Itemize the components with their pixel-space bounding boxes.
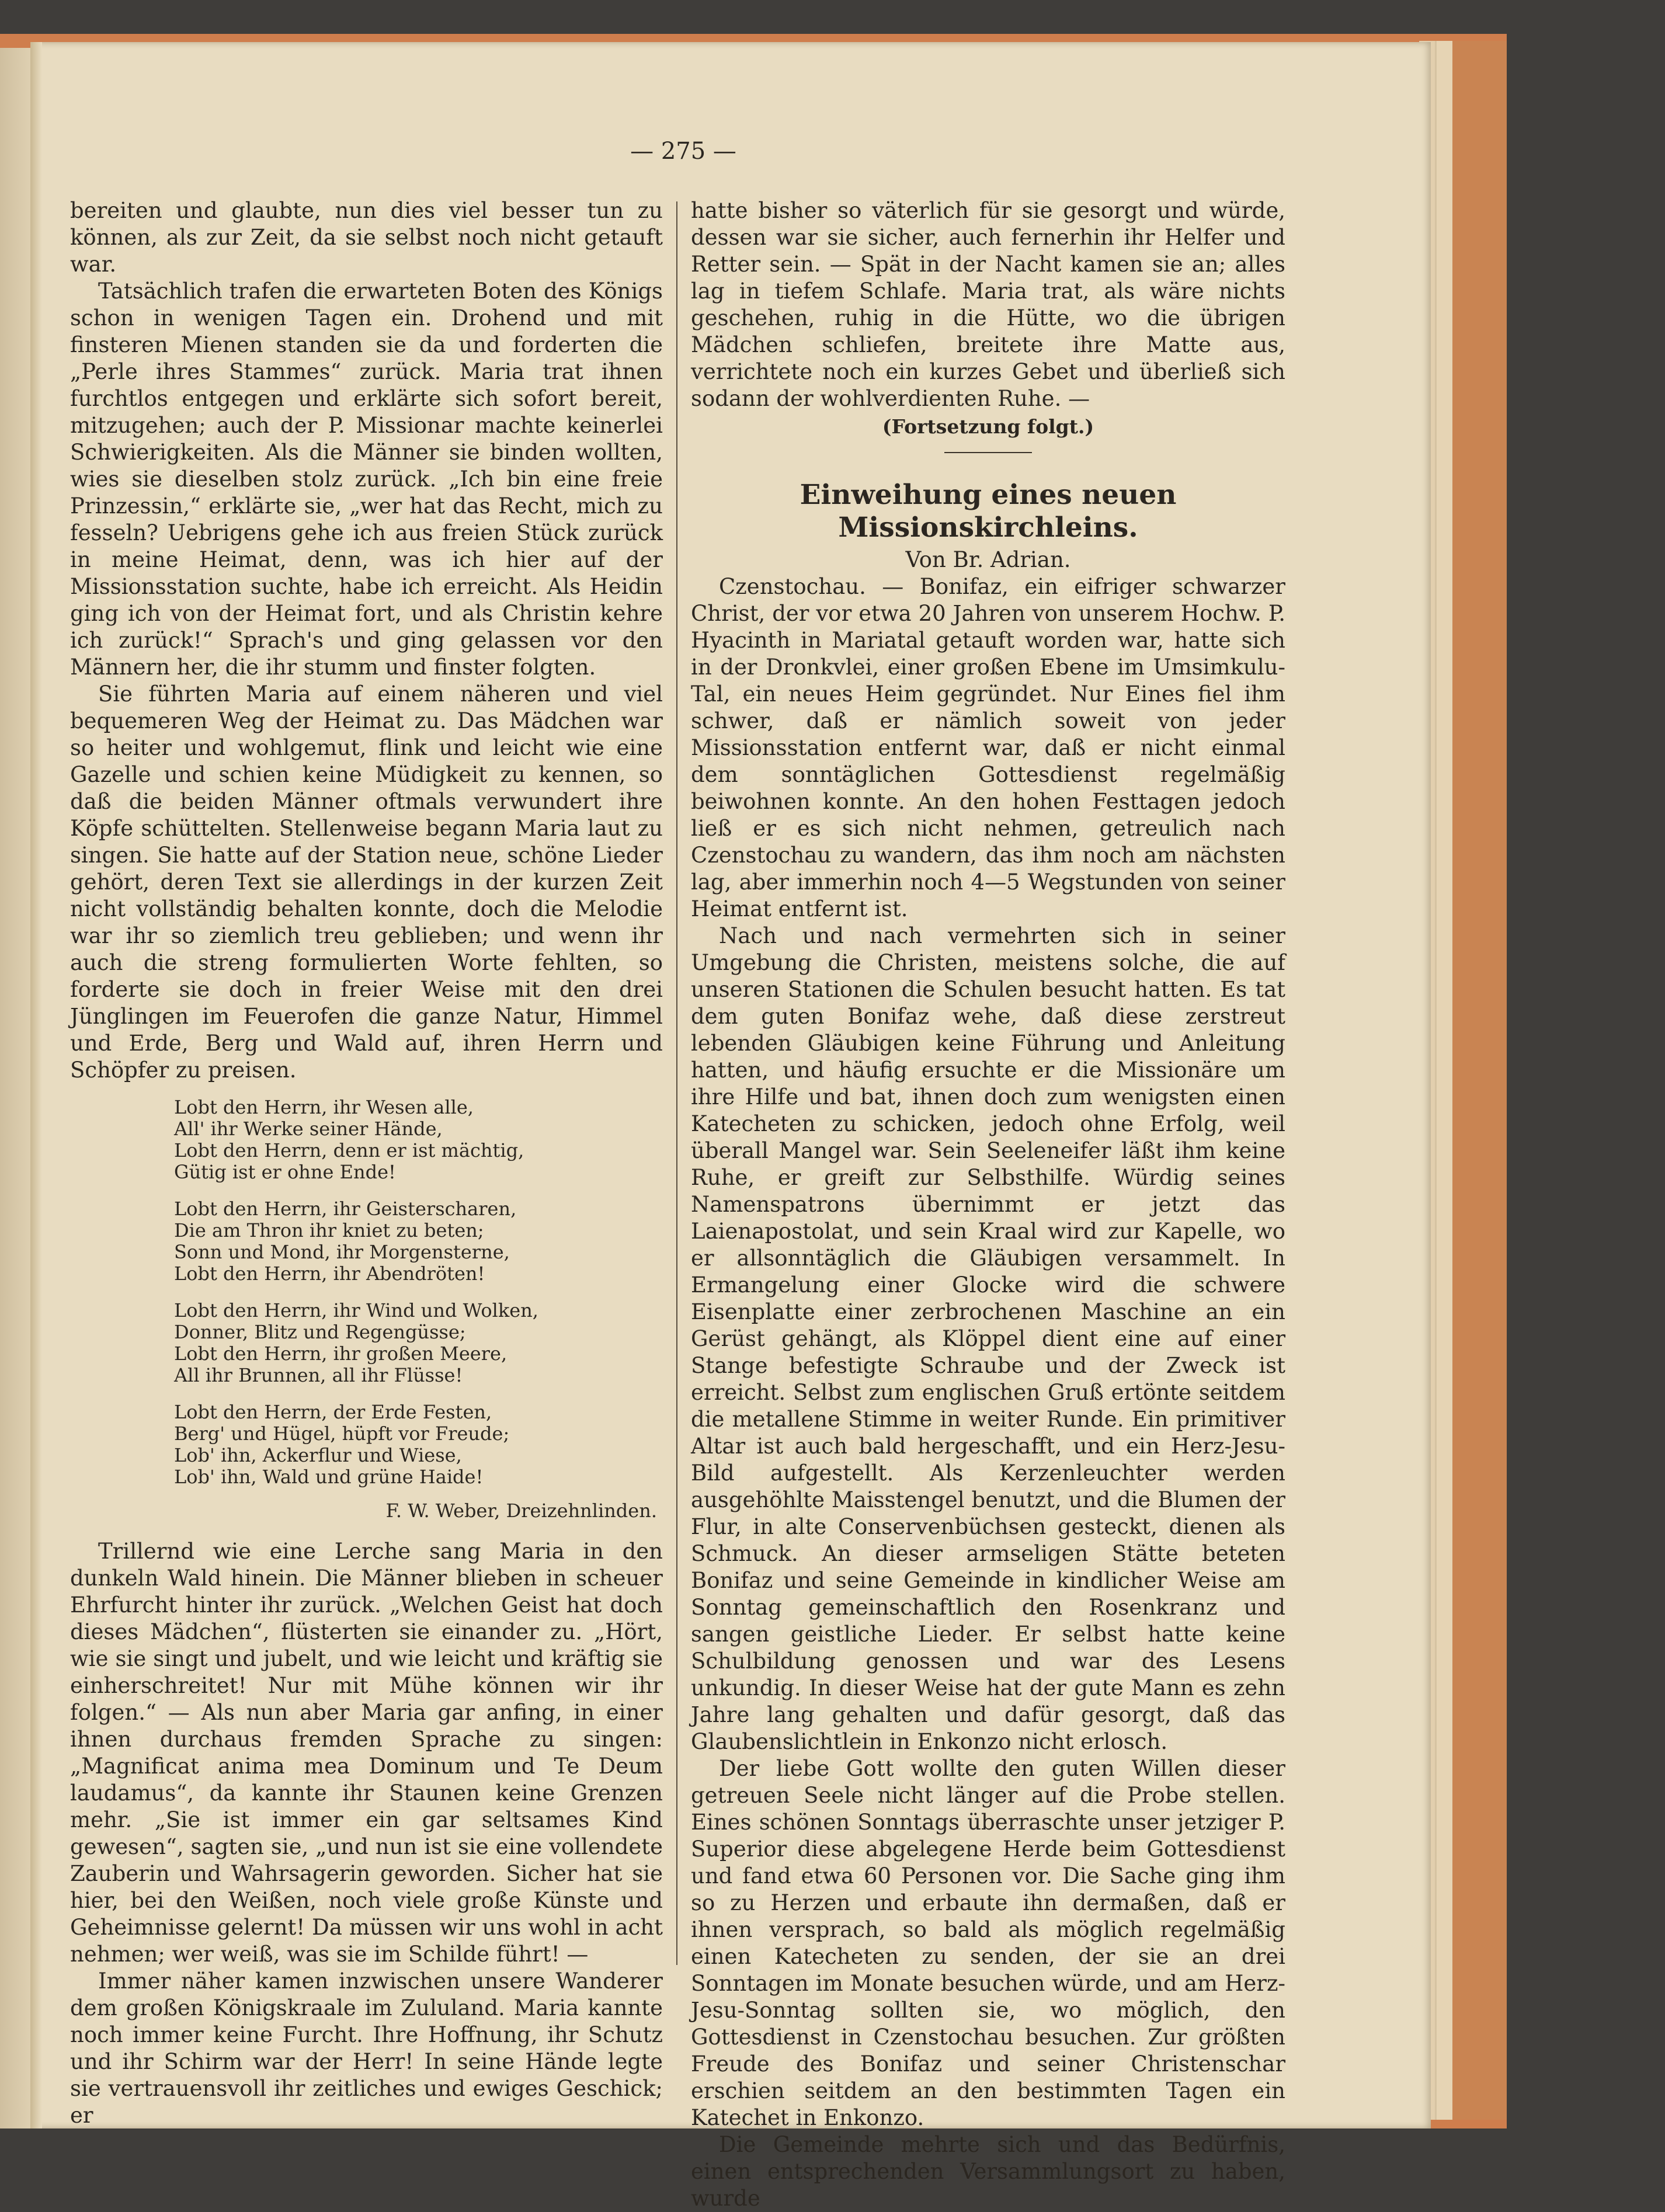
poem-stanza — [174, 1198, 663, 1285]
poem-line: Lobt den Herrn, ihr Wind und Wolken, — [174, 1299, 538, 1321]
poem-line: Lobt den Herrn, ihr großen Meere, — [174, 1342, 508, 1365]
paragraph: Nach und nach vermehrten sich in seiner Umgebung die Christen, meistens solche, die auf unseren Stationen die Schulen besucht hatten. Es tat dem guten Bonifaz wehe, daß diese zerstreut lebenden Gläubigen keine Führung und Anleitung hatten, und häufig ersuchte er die Missionäre um ihre Hilfe und bat, ihnen doch zum wenigsten einen Katecheten zu schicken, jedoch ohne Erfolg, weil überall Mangel war. Sein Seeleneifer läßt ihm keine Ruhe, er greift zur Selbsthilfe. Würdig seines Namenspatrons übernimmt er jetzt das Laienapostolat, und sein Kraal wird zur Kapelle, wo er allsonntäglich die Gläubigen versammelt. In Ermangelung einer Glocke wird die schwere Eisenplatte einer zerbrochenen Maschine an ein Gerüst gehängt, als Klöppel dient eine auf einer Stange befestigte Schraube und der Zweck ist erreicht. Selbst zum englischen Gruß ertönte seitdem die metallene Stimme in weiter Runde. Ein primitiver Altar ist auch bald hergeschafft, und ein Herz-Jesu-Bild aufgestellt. Als Kerzenleuchter werden ausgehöhlte Maisstengel benutzt, und die Blumen der Flur, in alte Conservenbüchsen gesteckt, dienen als Schmuck. An dieser armseligen Stätte beteten Bonifaz und seine Gemeinde in kindlicher Weise am Sonntag gemeinschaftlich den Rosenkranz und sangen geistliche Lieder. Er selbst hatte keine Schulbildung genossen und war des Lesens unkundig. In dieser Weise hat der gute Mann es zehn Jahre lang gehalten und dafür gesorgt, daß das Glaubenslichtlein in Enkonzo nicht erlosch. — [691, 923, 1285, 1754]
page-gutter — [30, 42, 42, 2128]
continuation-note: (Fortsetzung folgt.) — [882, 415, 1094, 438]
poem — [174, 1097, 663, 1488]
poem-line: Lobt den Herrn, der Erde Festen, — [174, 1401, 492, 1423]
poem-line: Lobt den Herrn, ihr Geisterscharen, — [174, 1198, 517, 1220]
poem-line: All' ihr Werke seiner Hände, — [174, 1118, 443, 1140]
poem-line: Lobt den Herrn, denn er ist mächtig, — [174, 1139, 524, 1161]
poem-stanza — [174, 1401, 663, 1488]
poem-line: Lob' ihn, Wald und grüne Haide! — [174, 1466, 484, 1488]
poem-stanza — [174, 1097, 663, 1183]
paragraph: Immer näher kamen inzwischen unsere Wanderer dem großen Königskraale im Zululand. Maria kannte noch immer keine Furcht. Ihre Hoffnung, ihr Schutz und ihr Schirm war der Herr! In seine Hände legte sie vertrauensvoll ihr zeitliches und ewiges Geschick; er — [70, 1968, 663, 2128]
poem-stanza — [174, 1300, 663, 1386]
page-number: — 275 — — [630, 138, 736, 165]
paragraph: Sie führten Maria auf einem näheren und viel bequemeren Weg der Heimat zu. Das Mädchen war so heiter und wohlgemut, flink und leicht wie eine Gazelle und schien keine Müdigkeit zu kennen, so daß die beiden Männer oftmals verwundert ihre Köpfe schüttelten. Stellenweise begann Maria laut zu singen. Sie hatte auf der Station neue, schöne Lieder gehört, deren Text sie allerdings in der kurzen Zeit nicht vollständig behalten konnte, doch die Melodie war ihr so ziemlich treu geblieben; und wenn ihr auch die streng formulierten Worte fehlten, so forderte sie doch in freier Weise mit den drei Jünglingen im Feuerofen die ganze Natur, Himmel und Erde, Berg und Wald auf, ihren Herrn und Schöpfer zu preisen. — [70, 681, 663, 1083]
paragraph: Czenstochau. — Bonifaz, ein eifriger schwarzer Christ, der vor etwa 20 Jahren von unserem Hochw. P. Hyacinth in Mariatal getauft worden war, hatte sich in der Dronkvlei, einer großen Ebene im Umsimkulu-Tal, ein neues Heim gegründet. Nur Eines fiel ihm schwer, daß er nämlich soweit von jeder Missionsstation entfernt war, daß er nicht einmal dem sonntäglichen Gottesdienst regelmäßig beiwohnen konnte. An den hohen Festtagen jedoch ließ er es sich nicht nehmen, getreulich nach Czenstochau zu wandern, das ihm noch am nächsten lag, aber immerhin noch 4—5 Wegstunden von seiner Heimat entfernt ist. — [691, 574, 1285, 921]
column-divider — [676, 201, 677, 1965]
page-edges — [1419, 41, 1507, 2120]
poem-line: Sonn und Mond, ihr Morgensterne, — [174, 1241, 510, 1263]
poem-line: Lob' ihn, Ackerflur und Wiese, — [174, 1444, 462, 1466]
poem-line: Lobt den Herrn, ihr Abendröten! — [174, 1262, 485, 1285]
section-divider — [944, 452, 1032, 453]
poem-line: Donner, Blitz und Regengüsse; — [174, 1321, 466, 1343]
poem-line: Gütig ist er ohne Ende! — [174, 1161, 396, 1183]
paragraph: Trillernd wie eine Lerche sang Maria in den dunkeln Wald hinein. Die Männer blieben in scheuer Ehrfurcht hinter ihr zurück. „Welchen Geist hat doch dieses Mädchen“, flüsterten sie einander zu. „Hört, wie sie singt und jubelt, und wie leicht und kräftig sie einherschreitet! Nur mit Mühe können wir ihr folgen.“ — Als nun aber Maria gar anfing, in einer ihnen durchaus fremden Sprache zu singen: „Magnificat anima mea Dominum und Te Deum laudamus“, da kannte ihr Staunen keine Grenzen mehr. „Sie ist immer ein gar seltsames Kind gewesen“, sagten sie, „und nun ist sie eine vollendete Zauberin und Wahrsagerin geworden. Sicher hat sie hier, bei den Weißen, noch viele große Künste und Geheimnisse gelernt! Da müssen wir uns wohl in acht nehmen; wer weiß, was sie im Schilde führt! — — [70, 1539, 663, 1967]
poem-line: Berg' und Hügel, hüpft vor Freude; — [174, 1423, 510, 1445]
paragraph: Tatsächlich trafen die erwarteten Boten des Königs schon in wenigen Tagen ein. Drohend und mit finsteren Mienen standen sie da und forderten die „Perle ihres Stammes“ zurück. Maria trat ihnen furchtlos entgegen und erklärte sich sofort bereit, mitzugehen; auch der P. Missionar machte keinerlei Schwierigkeiten. Als die Männer sie binden wollten, wies sie dieselben stolz zurück. „Ich bin eine freie Prinzessin,“ erklärte sie, „wer hat das Recht, mich zu fesseln? Uebrigens gehe ich aus freien Stück zurück in meine Heimat, denn, was ich hier auf der Missionsstation suchte, habe ich erreicht. Als Heidin ging ich von der Heimat fort, und als Christin kehre ich zurück!“ Sprach's und ging gelassen vor den Männern her, die ihr stumm und finster folgten. — [70, 279, 663, 680]
right-column — [691, 197, 1285, 2212]
left-column — [70, 197, 663, 2129]
paragraph: Der liebe Gott wollte den guten Willen dieser getreuen Seele nicht länger auf die Probe stellen. Eines schönen Sonntags überraschte unser jetziger P. Superior diese abgelegene Herde beim Gottesdienst und fand etwa 60 Personen vor. Die Sache ging ihm so zu Herzen und erbaute ihn dermaßen, daß er ihnen versprach, so bald als möglich regelmäßig einen Katecheten zu senden, der sie an drei Sonntagen im Monate besuchen würde, und am Herz-Jesu-Sonntag sollten sie, wo möglich, den Gottesdienst in Czenstochau besuchen. Zur größten Freude des Bonifaz und seiner Christenschar erschien seitdem an den bestimmten Tagen ein Katechet in Enkonzo. — [691, 1756, 1285, 2130]
poem-signature: F. W. Weber, Dreizehnlinden. — [385, 1500, 657, 1522]
poem-line: Die am Thron ihr kniet zu beten; — [174, 1219, 484, 1241]
paragraph: hatte bisher so väterlich für sie gesorgt und würde, dessen war sie sicher, auch fernerhin ihr Helfer und Retter sein. — Spät in der Nacht kamen sie an; alles lag in tiefem Schlafe. Maria trat, als wäre nichts geschehen, ruhig in die Hütte, wo die übrigen Mädchen schliefen, breitete ihre Matte aus, verrichtete noch ein kurzes Gebet und überließ sich sodann der wohlverdienten Ruhe. — — [691, 198, 1285, 411]
poem-line: Lobt den Herrn, ihr Wesen alle, — [174, 1096, 474, 1118]
article-title: Einweihung eines neuen Missionskirchleins. — [800, 479, 1177, 544]
paragraph: bereiten und glaubte, nun dies viel besser tun zu können, als zur Zeit, da sie selbst noch nicht getauft war. — [70, 198, 663, 277]
paragraph: Die Gemeinde mehrte sich und das Bedürfnis, einen entsprechenden Versammlungsort zu haben, wurde — [691, 2132, 1285, 2211]
article-byline: Von Br. Adrian. — [905, 547, 1071, 572]
poem-line: All ihr Brunnen, all ihr Flüsse! — [174, 1364, 463, 1386]
